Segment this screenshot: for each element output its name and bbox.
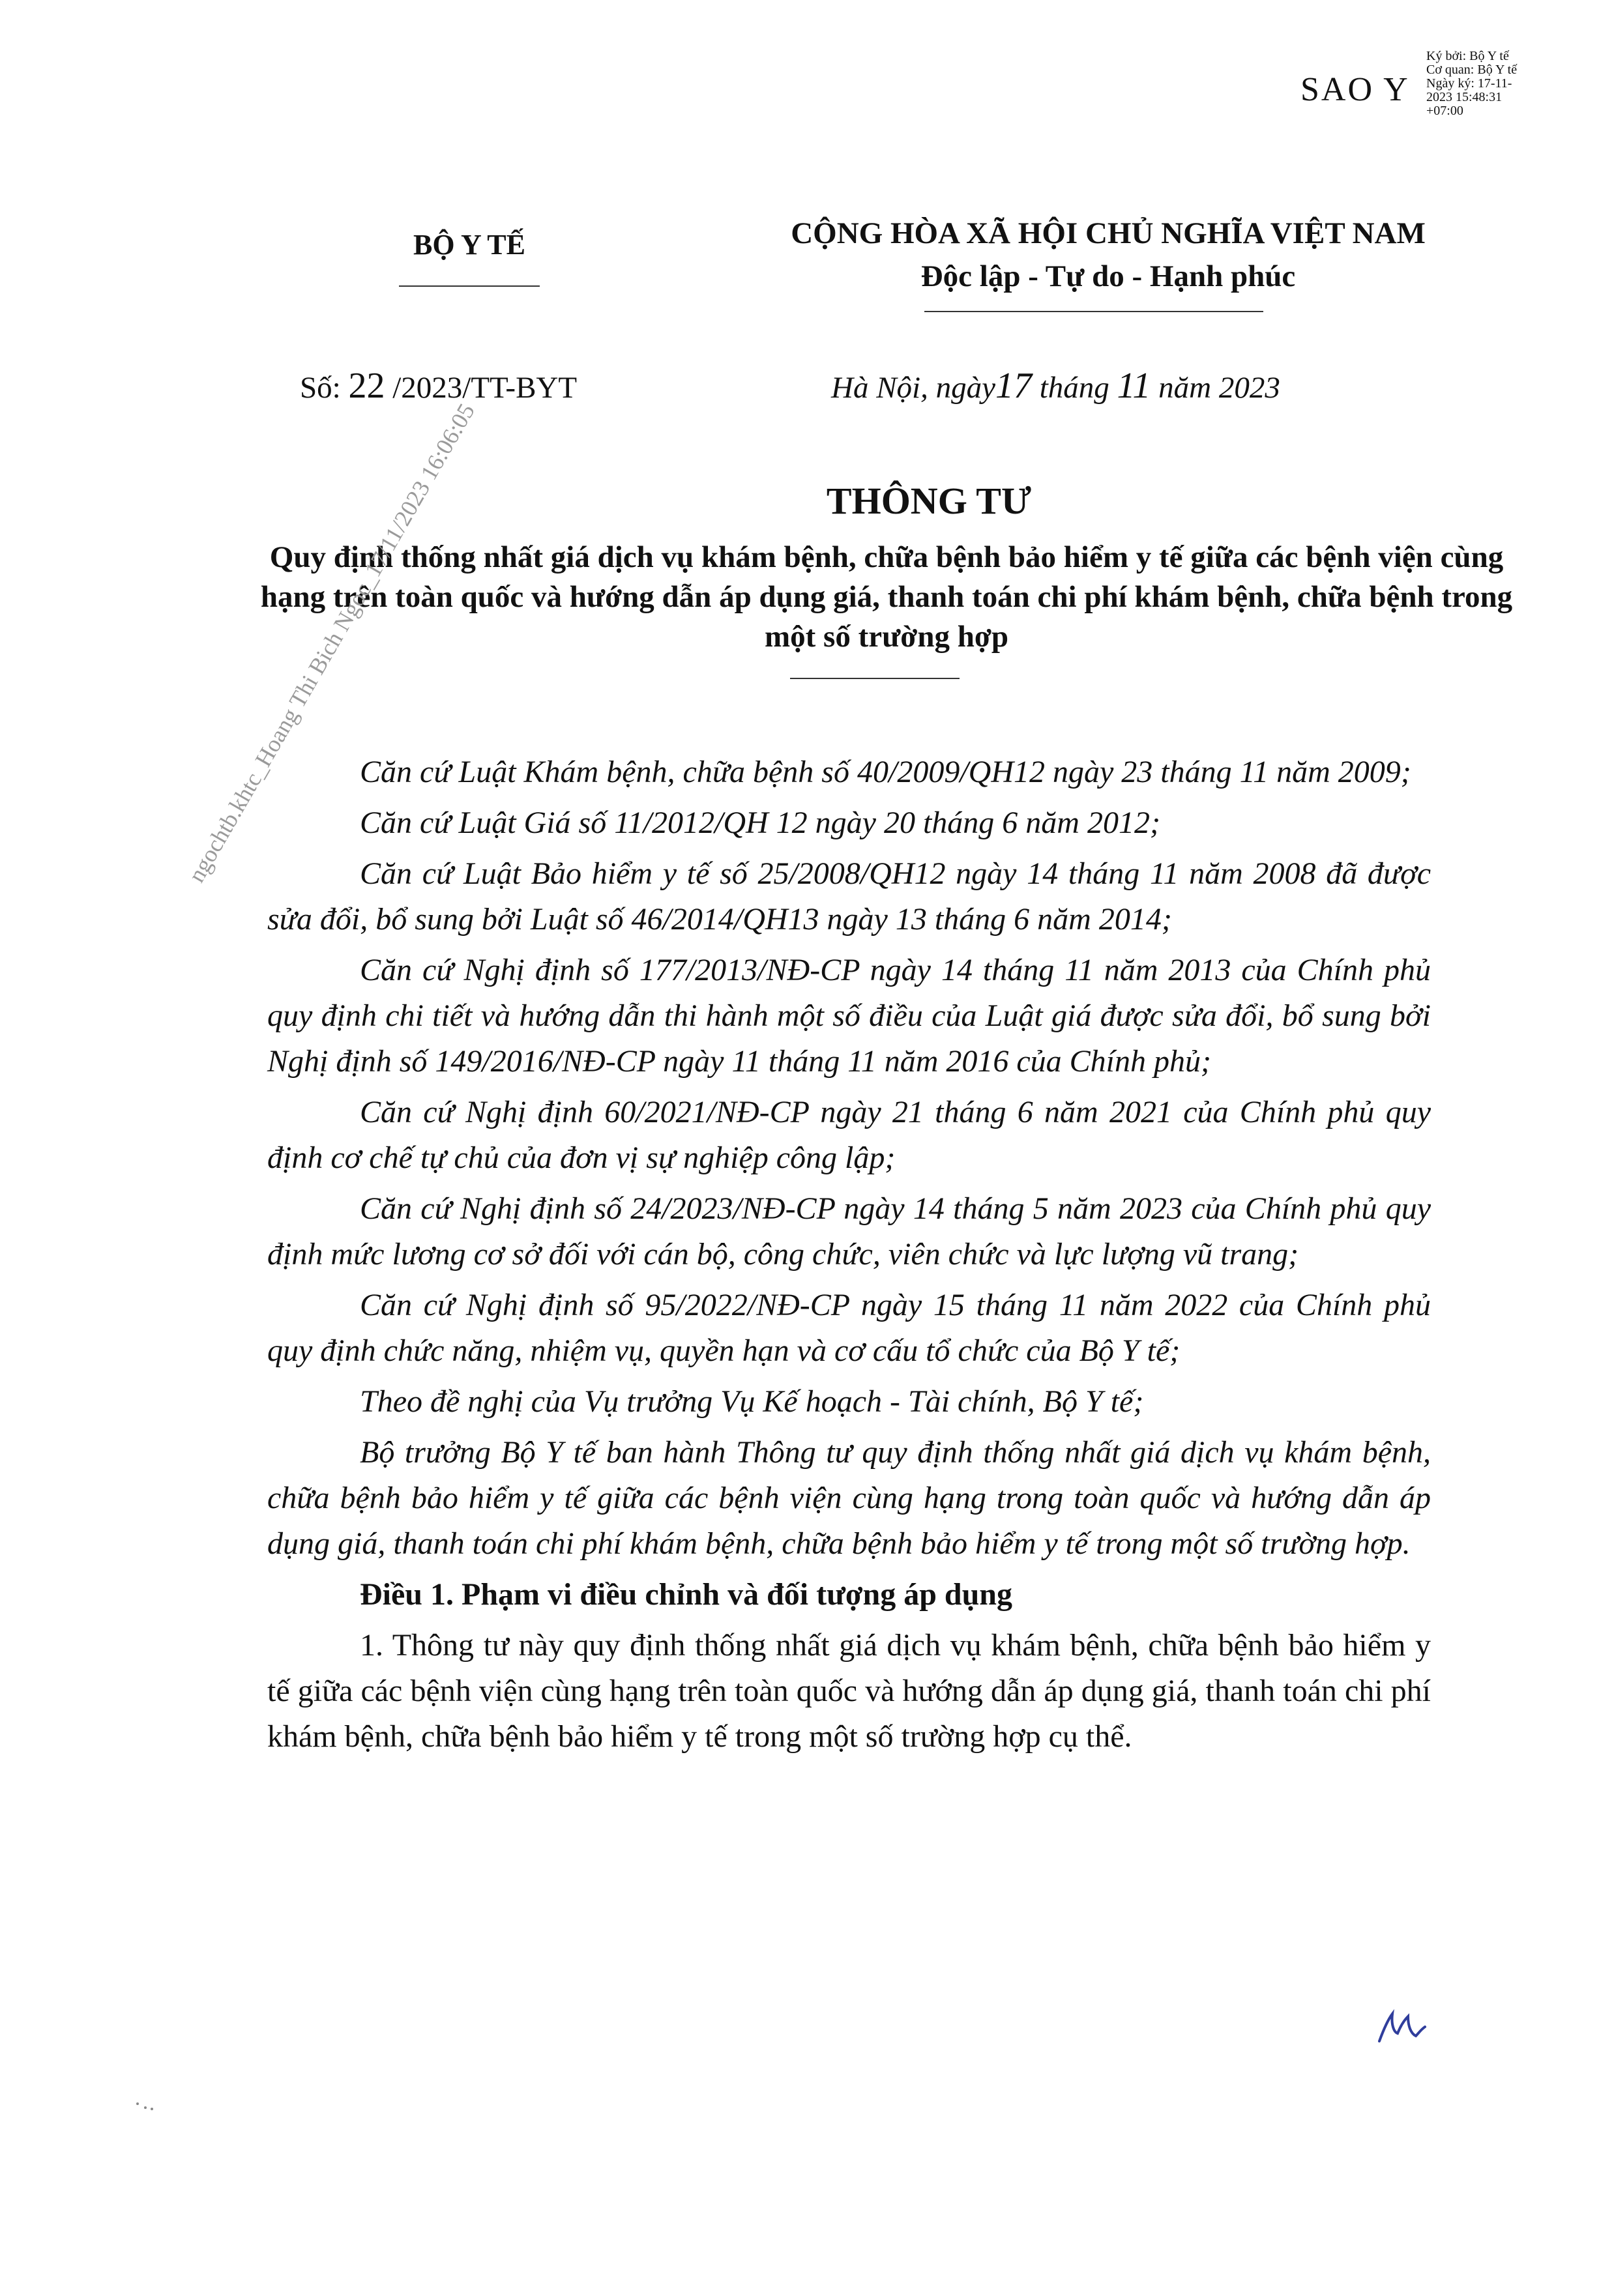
date-day: 17 <box>995 366 1032 406</box>
signature-line: +07:00 <box>1426 104 1463 118</box>
scan-speck <box>134 2100 160 2113</box>
nation-name: CỘNG HÒA XÃ HỘI CHỦ NGHĨA VIỆT NAM <box>791 216 1426 250</box>
article-clause: 1. Thông tư này quy định thống nhất giá dịch vụ khám bệnh, chữa bệnh bảo hiểm y tế giữa các bệnh viện cùng hạng trên toàn quốc và hướng dẫn áp dụng giá, thanh toán chi phí khám bệnh, chữa bệnh bảo hiểm y tế trong một số trường hợp cụ thể. <box>267 1628 1431 1754</box>
article-heading: Điều 1. Phạm vi điều chỉnh và đối tượng áp dụng <box>360 1577 1012 1612</box>
document-body <box>267 749 1431 1765</box>
national-header <box>652 212 1564 298</box>
document-title: Quy định thống nhất giá dịch vụ khám bệnh, chữa bệnh bảo hiểm y tế giữa các bệnh viện cùng hạng trên toàn quốc và hướng dẫn áp dụng giá, thanh toán chi phí khám bệnh, chữa bệnh trong một số trường hợp <box>260 540 1513 654</box>
preamble-paragraph: Căn cứ Nghị định số 95/2022/NĐ-CP ngày 15 tháng 11 năm 2022 của Chính phủ quy định chức năng, nhiệm vụ, quyền hạn và cơ cấu tổ chức của Bộ Y tế; <box>267 1288 1431 1368</box>
docno-suffix: /2023/TT-BYT <box>392 371 578 405</box>
date-month: 11 <box>1117 366 1151 406</box>
document-number <box>300 365 577 407</box>
preamble-paragraph: Theo đề nghị của Vụ trưởng Vụ Kế hoạch - Tài chính, Bộ Y tế; <box>360 1384 1144 1419</box>
national-motto: Độc lập - Tự do - Hạnh phúc <box>920 259 1296 293</box>
preamble-paragraph: Căn cứ Luật Khám bệnh, chữa bệnh số 40/2009/QH12 ngày 23 tháng 11 năm 2009; <box>360 755 1411 789</box>
date-post: năm 2023 <box>1158 371 1280 405</box>
ministry-underline <box>399 285 540 287</box>
preamble-paragraph: Căn cứ Nghị định số 24/2023/NĐ-CP ngày 14 tháng 5 năm 2023 của Chính phủ quy định mức lương cơ sở đối với cán bộ, công chức, viên chức và lực lượng vũ trang; <box>267 1191 1431 1272</box>
docno-number: 22 <box>348 366 385 406</box>
digital-copy-watermark: ngochtb.khtc_Hoang Thi Bich Ngoc_17/11/2023 16:06:05 <box>183 399 480 887</box>
handwritten-initials <box>1375 2007 1428 2046</box>
preamble-paragraph: Căn cứ Nghị định 60/2021/NĐ-CP ngày 21 tháng 6 năm 2021 của Chính phủ quy định cơ chế tự chủ của đơn vị sự nghiệp công lập; <box>267 1095 1431 1175</box>
digital-signature-block <box>1426 50 1586 118</box>
signature-line: Cơ quan: Bộ Y tế <box>1426 63 1518 77</box>
place-and-date <box>831 365 1280 407</box>
preamble-paragraph: Bộ trưởng Bộ Y tế ban hành Thông tư quy định thống nhất giá dịch vụ khám bệnh, chữa bệnh bảo hiểm y tế giữa các bệnh viện cùng hạng trong toàn quốc và hướng dẫn áp dụng giá, thanh toán chi phí khám bệnh, chữa bệnh bảo hiểm y tế trong một số trường hợp. <box>267 1435 1431 1561</box>
signature-line: Ngày ký: 17-11- <box>1426 76 1512 91</box>
docno-prefix: Số: <box>300 371 341 405</box>
title-underline <box>790 678 960 679</box>
preamble-paragraph: Căn cứ Luật Giá số 11/2012/QH 12 ngày 20 tháng 6 năm 2012; <box>360 806 1160 840</box>
issuing-ministry: BỘ Y TẾ <box>413 229 525 261</box>
date-pre: Hà Nội, ngày <box>831 371 995 405</box>
signature-line: Ký bởi: Bộ Y tế <box>1426 49 1509 63</box>
document-type: THÔNG TƯ <box>826 480 1032 522</box>
preamble-paragraph: Căn cứ Luật Bảo hiểm y tế số 25/2008/QH12 ngày 14 tháng 11 năm 2008 đã được sửa đổi, bổ sung bởi Luật số 46/2014/QH13 ngày 13 tháng 6 năm 2014; <box>267 856 1431 937</box>
signature-line: 2023 15:48:31 <box>1426 90 1503 104</box>
preamble-paragraph: Căn cứ Nghị định số 177/2013/NĐ-CP ngày 14 tháng 11 năm 2013 của Chính phủ quy định chi tiết và hướng dẫn thi hành một số điều của Luật giá được sửa đổi, bổ sung bởi Nghị định số 149/2016/NĐ-CP ngày 11 tháng 11 năm 2016 của Chính phủ; <box>267 953 1431 1079</box>
date-mid: tháng <box>1039 371 1109 405</box>
motto-underline <box>924 311 1263 312</box>
copy-stamp: SAO Y <box>1300 71 1410 108</box>
